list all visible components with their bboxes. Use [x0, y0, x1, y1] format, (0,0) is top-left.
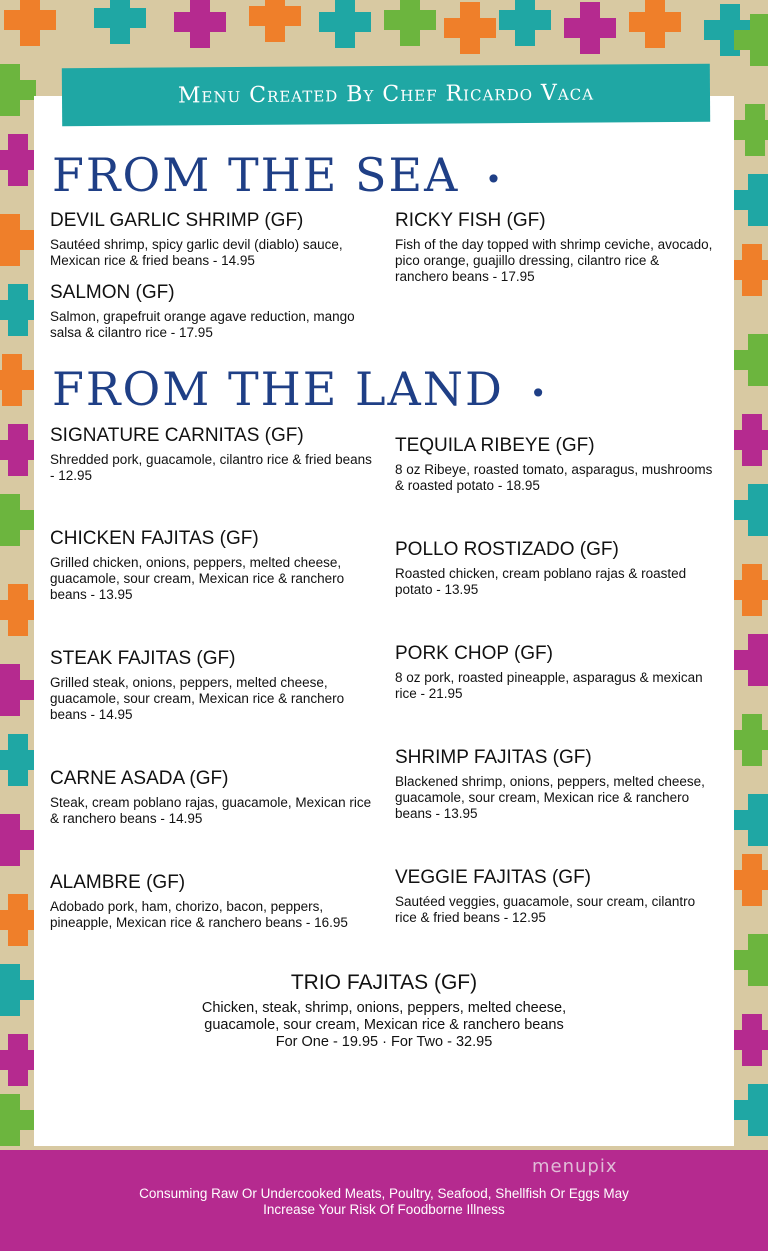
menu-item-devil-garlic-shrimp	[50, 210, 380, 269]
menu-item-name: STEAK FAJITAS (GF)	[50, 648, 236, 669]
section-title-sea	[52, 148, 504, 202]
menu-item-tequila-ribeye	[395, 435, 715, 494]
chef-banner: Menu Created By Chef Ricardo Vaca	[62, 64, 710, 127]
section-title-land-text: FROM THE LAND	[52, 362, 504, 416]
watermark-logo: menupix	[532, 1156, 618, 1177]
menu-item-desc-line: guacamole, sour cream, Mexican rice & ranchero beans	[204, 1017, 564, 1033]
menu-item-name: CARNE ASADA (GF)	[50, 768, 229, 789]
menu-item-chicken-fajitas	[50, 528, 380, 603]
menu-item-name: SALMON (GF)	[50, 282, 175, 303]
menu-item-desc: Sautéed shrimp, spicy garlic devil (diablo) sauce, Mexican rice & fried beans - 14.95	[50, 237, 343, 268]
menu-item-desc: 8 oz Ribeye, roasted tomato, asparagus, mushrooms & roasted potato - 18.95	[395, 462, 713, 493]
menu-item-name: TEQUILA RIBEYE (GF)	[395, 435, 595, 456]
menu-item-name: ALAMBRE (GF)	[50, 872, 186, 893]
menu-item-name: RICKY FISH (GF)	[395, 210, 546, 231]
menu-item-desc: Grilled chicken, onions, peppers, melted cheese, guacamole, sour cream, Mexican rice & ranchero beans - 13.95	[50, 555, 345, 602]
section-dot: •	[529, 376, 549, 410]
menu-item-desc: Steak, cream poblano rajas, guacamole, Mexican rice & ranchero beans - 14.95	[50, 795, 372, 826]
menu-item-name: TRIO FAJITAS (GF)	[290, 971, 478, 994]
menu-item-veggie-fajitas	[395, 867, 715, 926]
menu-item-ricky-fish	[395, 210, 715, 285]
menu-item-desc: Fish of the day topped with shrimp ceviche, avocado, pico orange, guajillo dressing, cilantro rice & ranchero beans - 17.95	[395, 237, 713, 284]
menu-item-desc: Adobado pork, ham, chorizo, bacon, peppers, pineapple, Mexican rice & ranchero beans - 16.95	[50, 899, 348, 930]
menu-item-name: CHICKEN FAJITAS (GF)	[50, 528, 259, 549]
menu-item-desc: Grilled steak, onions, peppers, melted cheese, guacamole, sour cream, Mexican rice & ranchero beans - 14.95	[50, 675, 345, 722]
menu-item-desc-line: Chicken, steak, shrimp, onions, peppers, melted cheese,	[201, 1000, 567, 1016]
menu-item-name: SHRIMP FAJITAS (GF)	[395, 747, 592, 768]
menu-item-name: PORK CHOP (GF)	[395, 643, 553, 664]
menu-item-name: VEGGIE FAJITAS (GF)	[395, 867, 592, 888]
section-title-land	[52, 362, 548, 416]
menu-item-desc: Shredded pork, guacamole, cilantro rice & fried beans - 12.95	[50, 452, 372, 483]
menu-item-name: DEVIL GARLIC SHRIMP (GF)	[50, 210, 304, 231]
menu-item-alambre	[50, 872, 350, 931]
menu-item-desc: Sautéed veggies, guacamole, sour cream, cilantro rice & fried beans - 12.95	[395, 894, 696, 925]
section-title-sea-text: FROM THE SEA	[52, 148, 460, 202]
notice-line: Consuming Raw Or Undercooked Meats, Poultry, Seafood, Shellfish Or Eggs May	[139, 1186, 629, 1201]
menu-item-desc: Salmon, grapefruit orange agave reduction, mango salsa & cilantro rice - 17.95	[50, 309, 355, 340]
menu-item-signature-carnitas	[50, 425, 380, 484]
menu-item-carne-asada	[50, 768, 380, 827]
footer-band	[0, 1150, 768, 1251]
menu-item-pollo-rostizado	[395, 539, 715, 598]
menu-item-name: SIGNATURE CARNITAS (GF)	[50, 425, 304, 446]
menu-item-steak-fajitas	[50, 648, 380, 723]
food-safety-notice	[0, 1186, 768, 1218]
menu-item-salmon	[50, 282, 380, 341]
menu-item-desc: 8 oz pork, roasted pineapple, asparagus & mexican rice - 21.95	[395, 670, 703, 701]
menu-item-shrimp-fajitas	[395, 747, 710, 822]
menu-item-desc: Blackened shrimp, onions, peppers, melted cheese, guacamole, sour cream, Mexican rice & ranchero beans - 13.95	[395, 774, 705, 821]
menu-item-price-line: For One - 19.95 · For Two - 32.95	[275, 1034, 493, 1050]
menu-item-desc: Roasted chicken, cream poblano rajas & roasted potato - 13.95	[395, 566, 687, 597]
menu-item-pork-chop	[395, 643, 720, 702]
notice-line: Increase Your Risk Of Foodborne Illness	[263, 1202, 505, 1217]
menu-item-trio-fajitas	[60, 970, 708, 1051]
menu-item-name: POLLO ROSTIZADO (GF)	[395, 539, 619, 560]
section-dot: •	[485, 162, 504, 196]
